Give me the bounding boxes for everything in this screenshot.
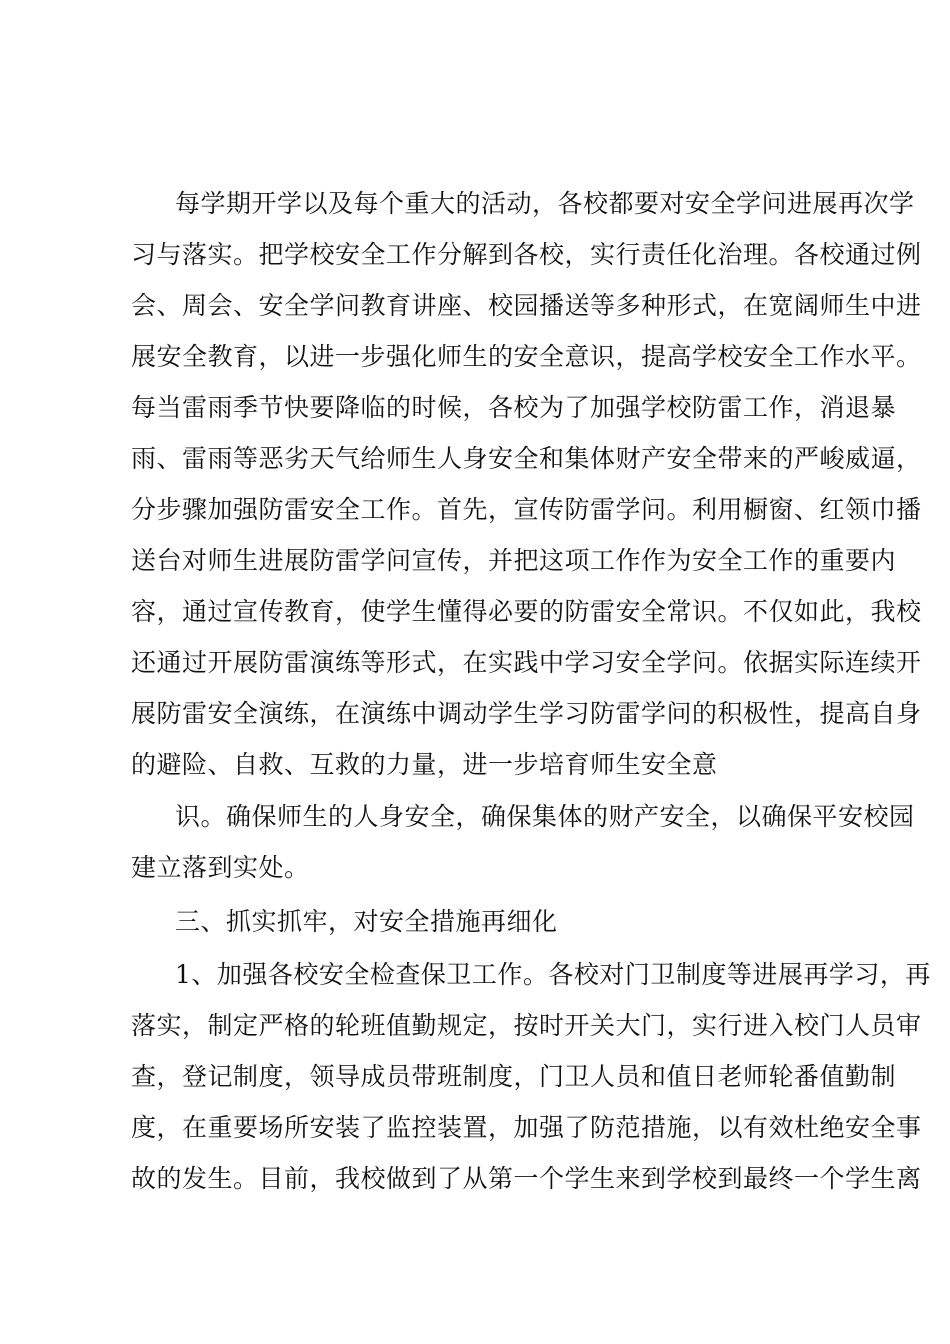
paragraph-line: 展安全教育，以进一步强化师生的安全意识，提高学校安全工作水平。 (131, 342, 922, 371)
paragraph-line: 的避险、自救、互救的力量，进一步培育师生安全意 (131, 750, 718, 779)
paragraph-line: 送台对师生进展防雷学问宣传，并把这项工作作为安全工作的重要内 (131, 546, 897, 575)
paragraph-line: 查，登记制度，领导成员带班制度，门卫人员和值日老师轮番值勤制 (131, 1062, 897, 1091)
paragraph-line: 每学期开学以及每个重大的活动，各校都要对安全学问进展再次学 (175, 189, 915, 218)
paragraph-line: 度，在重要场所安装了监控装置，加强了防范措施，以有效杜绝安全事 (131, 1113, 922, 1142)
paragraph-line: 识。确保师生的人身安全，确保集体的财产安全，以确保平安校园 (175, 802, 915, 831)
paragraph-line: 建立落到实处。 (131, 853, 310, 882)
paragraph-line: 会、周会、安全学问教育讲座、校园播送等多种形式，在宽阔师生中进 (131, 291, 922, 320)
paragraph-line: 1、加强各校安全检查保卫工作。各校对门卫制度等进展再学习，再 (175, 960, 931, 989)
section-heading: 三、抓实抓牢，对安全措施再细化 (175, 907, 558, 936)
paragraph-line: 还通过开展防雷演练等形式，在实践中学习安全学问。依据实际连续开 (131, 648, 922, 677)
paragraph-line: 落实，制定严格的轮班值勤规定，按时开关大门，实行进入校门人员审 (131, 1011, 922, 1040)
paragraph-line: 容，通过宣传教育，使学生懂得必要的防雷安全常识。不仅如此，我校 (131, 597, 922, 626)
paragraph-line: 雨、雷雨等恶劣天气给师生人身安全和集体财产安全带来的严峻威逼， (131, 444, 922, 473)
paragraph-line: 展防雷安全演练，在演练中调动学生学习防雷学问的积极性，提高自身 (131, 699, 922, 728)
paragraph-line: 习与落实。把学校安全工作分解到各校，实行责任化治理。各校通过例 (131, 240, 922, 269)
paragraph-line: 分步骤加强防雷安全工作。首先，宣传防雷学问。利用橱窗、红领巾播 (131, 495, 922, 524)
paragraph-line: 每当雷雨季节快要降临的时候，各校为了加强学校防雷工作，消退暴 (131, 393, 897, 422)
paragraph-line: 故的发生。目前，我校做到了从第一个学生来到学校到最终一个学生离 (131, 1164, 922, 1193)
